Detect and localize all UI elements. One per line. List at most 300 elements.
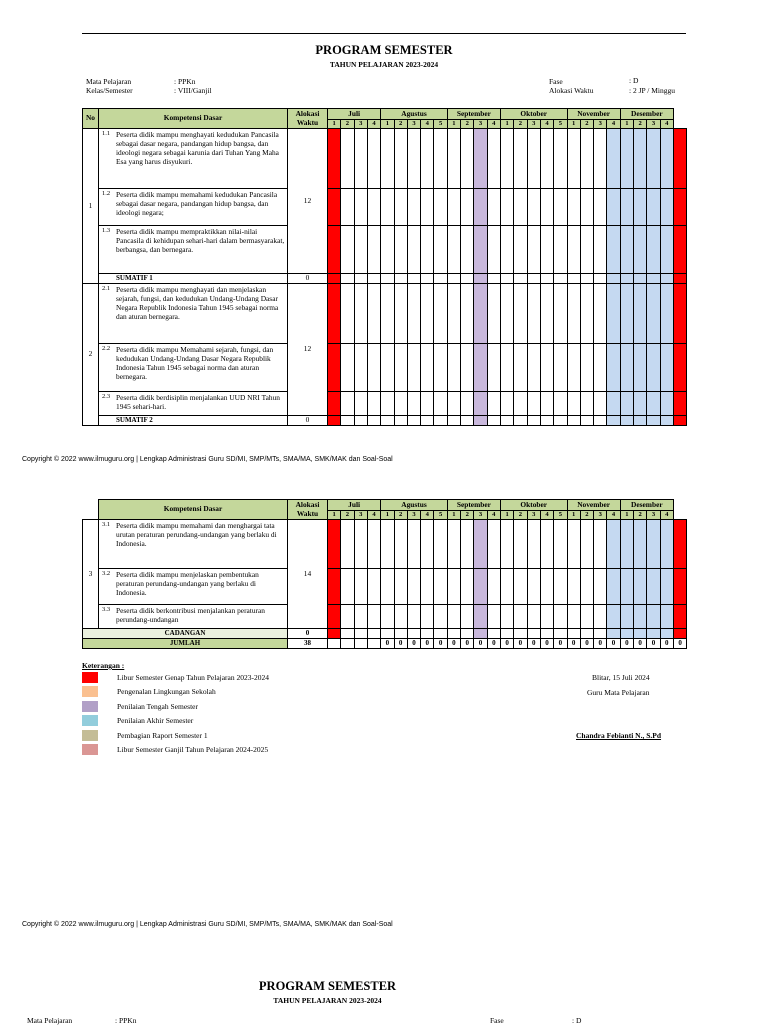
week-cell <box>594 520 607 569</box>
jumlah-week-cell: 0 <box>394 639 407 649</box>
jumlah-row <box>83 639 687 649</box>
week-cell <box>554 629 567 639</box>
week-cell <box>394 284 407 344</box>
header-week: 3 <box>647 511 660 520</box>
week-cell <box>367 569 380 605</box>
week-cell <box>580 344 593 392</box>
week-cell <box>421 344 434 392</box>
week-cell <box>514 226 527 274</box>
week-cell <box>567 274 580 284</box>
week-cell <box>461 344 474 392</box>
kd-item-number: 3.3 <box>102 606 111 613</box>
week-cell <box>660 226 673 274</box>
week-cell <box>554 569 567 605</box>
week-cell <box>540 520 553 569</box>
week-cell <box>647 226 660 274</box>
week-cell <box>514 520 527 569</box>
week-cell <box>527 605 540 629</box>
week-cell <box>421 629 434 639</box>
week-cell <box>660 129 673 189</box>
week-cell <box>580 392 593 416</box>
kd-item-text: Peserta didik mampu menghayati dan menjelaskan sejarah, fungsi, dan kedudukan Undang-Undang Dasar Negara Republik Indonesia Tahun 1945 sebagai norma dan aturan bernegara. <box>116 285 279 321</box>
kd-item <box>99 520 288 569</box>
week-cell <box>647 605 660 629</box>
header-week: 4 <box>421 120 434 129</box>
week-cell <box>620 416 633 426</box>
week-cell <box>434 189 447 226</box>
header-week: 5 <box>434 511 447 520</box>
header-week: 1 <box>447 511 460 520</box>
week-cell <box>540 129 553 189</box>
week-cell <box>367 520 380 569</box>
week-cell <box>328 274 341 284</box>
week-cell <box>554 274 567 284</box>
week-cell <box>660 274 673 284</box>
week-cell <box>580 274 593 284</box>
week-cell <box>607 344 620 392</box>
header-week: 1 <box>500 120 513 129</box>
week-cell <box>394 344 407 392</box>
week-cell <box>421 520 434 569</box>
header-week: 3 <box>527 120 540 129</box>
week-cell <box>421 605 434 629</box>
week-cell <box>500 129 513 189</box>
week-cell <box>620 226 633 274</box>
week-cell <box>407 274 420 284</box>
week-cell <box>540 344 553 392</box>
week-cell <box>367 392 380 416</box>
week-cell <box>634 392 647 416</box>
week-cell <box>474 629 487 639</box>
header-week: 2 <box>394 120 407 129</box>
header-week: 3 <box>594 120 607 129</box>
week-cell <box>527 569 540 605</box>
header-week: 4 <box>607 511 620 520</box>
legend-label: Libur Semester Ganjil Tahun Pelajaran 2024-2025 <box>117 745 269 754</box>
week-cell <box>381 605 394 629</box>
week-cell <box>421 226 434 274</box>
week-cell <box>673 520 686 569</box>
week-cell <box>474 284 487 344</box>
week-cell <box>354 284 367 344</box>
week-cell <box>540 569 553 605</box>
week-cell <box>407 520 420 569</box>
jumlah-week-cell <box>367 639 380 649</box>
week-cell <box>540 629 553 639</box>
week-cell <box>354 392 367 416</box>
week-cell <box>394 189 407 226</box>
week-cell <box>660 605 673 629</box>
week-cell <box>527 274 540 284</box>
header-week: 1 <box>620 120 633 129</box>
week-cell <box>500 605 513 629</box>
week-cell <box>328 344 341 392</box>
week-cell <box>434 520 447 569</box>
week-cell <box>381 629 394 639</box>
week-cell <box>567 189 580 226</box>
week-cell <box>381 226 394 274</box>
week-cell <box>660 284 673 344</box>
kd-row <box>83 344 687 392</box>
week-cell <box>461 520 474 569</box>
kelas-label: Kelas/Semester <box>86 86 133 95</box>
week-cell <box>328 605 341 629</box>
week-cell <box>328 189 341 226</box>
week-cell <box>434 569 447 605</box>
week-cell <box>474 520 487 569</box>
kd-item-number: 1.3 <box>102 227 111 234</box>
header-week: 1 <box>500 511 513 520</box>
week-cell <box>447 392 460 416</box>
header-week: 2 <box>634 120 647 129</box>
legend-swatch <box>82 715 98 726</box>
week-cell <box>514 189 527 226</box>
week-cell <box>620 520 633 569</box>
week-cell <box>461 189 474 226</box>
header-month: Desember <box>620 109 673 120</box>
week-cell <box>660 569 673 605</box>
week-cell <box>567 605 580 629</box>
week-cell <box>394 392 407 416</box>
jumlah-week-cell: 0 <box>594 639 607 649</box>
legend-swatch <box>82 686 98 697</box>
jumlah-value: 38 <box>288 639 328 649</box>
week-cell <box>487 629 500 639</box>
week-cell <box>673 274 686 284</box>
week-cell <box>607 520 620 569</box>
week-cell <box>607 605 620 629</box>
kd-item <box>99 284 288 344</box>
week-cell <box>474 274 487 284</box>
kd-group-alokasi: 14 <box>288 520 328 629</box>
header-week: 3 <box>354 120 367 129</box>
week-cell <box>500 520 513 569</box>
week-cell <box>487 392 500 416</box>
week-cell <box>647 416 660 426</box>
week-cell <box>407 605 420 629</box>
header-week: 3 <box>407 120 420 129</box>
week-cell <box>434 344 447 392</box>
kd-item-text: Peserta didik mampu mempraktikkan nilai-nilai Pancasila di kehidupan sehari-hari dalam bermasyarakat, berbangsa, dan bernegara. <box>116 227 285 254</box>
week-cell <box>394 274 407 284</box>
week-cell <box>474 569 487 605</box>
week-cell <box>354 226 367 274</box>
kd-group-alokasi: 12 <box>288 284 328 416</box>
legend-item <box>82 744 382 756</box>
week-cell <box>580 226 593 274</box>
header-week: 4 <box>421 511 434 520</box>
week-cell <box>634 605 647 629</box>
kd-item <box>99 605 288 629</box>
week-cell <box>461 274 474 284</box>
week-cell <box>447 520 460 569</box>
week-cell <box>381 189 394 226</box>
kelas-value: : VIII/Ganjil <box>174 86 212 95</box>
kd-item <box>99 569 288 605</box>
header-week: 3 <box>407 511 420 520</box>
week-cell <box>367 605 380 629</box>
week-cell <box>594 392 607 416</box>
header-week: 4 <box>487 511 500 520</box>
header-month: Oktober <box>500 500 567 511</box>
week-cell <box>554 344 567 392</box>
week-cell <box>381 129 394 189</box>
week-cell <box>328 520 341 569</box>
week-cell <box>660 520 673 569</box>
week-cell <box>447 416 460 426</box>
week-cell <box>673 569 686 605</box>
week-cell <box>367 129 380 189</box>
header-month: Desember <box>620 500 673 511</box>
program-semester-table-2 <box>82 499 687 649</box>
fase-label: Fase <box>549 77 563 86</box>
legend-label: Penilaian Tengah Semester <box>117 701 198 711</box>
week-cell <box>487 520 500 569</box>
week-cell <box>540 189 553 226</box>
week-cell <box>594 569 607 605</box>
legend-item <box>82 730 382 742</box>
week-cell <box>594 274 607 284</box>
week-cell <box>461 392 474 416</box>
week-cell <box>673 392 686 416</box>
jumlah-week-cell: 0 <box>607 639 620 649</box>
week-cell <box>580 284 593 344</box>
week-cell <box>527 284 540 344</box>
week-cell <box>407 344 420 392</box>
week-cell <box>647 284 660 344</box>
week-cell <box>341 629 354 639</box>
week-cell <box>514 274 527 284</box>
week-cell <box>367 416 380 426</box>
week-cell <box>594 605 607 629</box>
week-cell <box>567 629 580 639</box>
week-cell <box>514 392 527 416</box>
kd-item <box>99 344 288 392</box>
kd-group-no: 2 <box>83 284 99 426</box>
legend-label: Pembagian Raport Semester 1 <box>117 730 208 740</box>
week-cell <box>474 392 487 416</box>
header-week: 1 <box>620 511 633 520</box>
week-cell <box>394 629 407 639</box>
week-cell <box>394 129 407 189</box>
header-week: 5 <box>434 120 447 129</box>
header-week: 2 <box>580 120 593 129</box>
week-cell <box>461 284 474 344</box>
header-month: Juli <box>328 109 381 120</box>
fase-value: : D <box>629 76 639 85</box>
week-cell <box>620 129 633 189</box>
kd-item <box>99 226 288 274</box>
week-cell <box>328 392 341 416</box>
signature-name: Chandra Febianti N., S.Pd <box>576 731 662 740</box>
week-cell <box>341 344 354 392</box>
week-cell <box>461 226 474 274</box>
alokasi-value: : 2 JP / Minggu <box>629 86 675 95</box>
jumlah-week-cell: 0 <box>673 639 686 649</box>
week-cell <box>514 629 527 639</box>
jumlah-week-cell <box>341 639 354 649</box>
legend-swatch <box>82 701 98 712</box>
week-cell <box>434 629 447 639</box>
week-cell <box>474 226 487 274</box>
jumlah-week-cell <box>328 639 341 649</box>
week-cell <box>500 392 513 416</box>
legend-label: Penilaian Akhir Semester <box>117 716 194 726</box>
week-cell <box>500 629 513 639</box>
week-cell <box>447 344 460 392</box>
week-cell <box>407 189 420 226</box>
header-week: 4 <box>540 120 553 129</box>
kd-item <box>99 189 288 226</box>
week-cell <box>540 416 553 426</box>
week-cell <box>634 274 647 284</box>
week-cell <box>514 284 527 344</box>
header-month: September <box>447 109 500 120</box>
week-cell <box>527 344 540 392</box>
week-cell <box>660 416 673 426</box>
week-cell <box>381 569 394 605</box>
week-cell <box>647 629 660 639</box>
week-cell <box>540 605 553 629</box>
legend-item <box>82 715 382 727</box>
header-week: 1 <box>328 511 341 520</box>
sumatif-value: 0 <box>288 416 328 426</box>
week-cell <box>354 629 367 639</box>
week-cell <box>474 344 487 392</box>
week-cell <box>447 629 460 639</box>
week-cell <box>407 569 420 605</box>
header-week: 3 <box>354 511 367 520</box>
kd-item-number: 1.2 <box>102 190 111 197</box>
week-cell <box>514 344 527 392</box>
week-cell <box>567 392 580 416</box>
jumlah-week-cell: 0 <box>434 639 447 649</box>
week-cell <box>620 392 633 416</box>
sumatif-label: SUMATIF 1 <box>99 274 288 284</box>
jumlah-week-cell: 0 <box>421 639 434 649</box>
week-cell <box>634 129 647 189</box>
mapel-label-2: Mata Pelajaran <box>27 1016 73 1025</box>
header-week: 2 <box>580 511 593 520</box>
header-kompetensi-dasar: Kompetensi Dasar <box>99 109 288 129</box>
kd-item-number: 1.1 <box>102 130 111 137</box>
week-cell <box>554 226 567 274</box>
week-cell <box>620 284 633 344</box>
jumlah-week-cell: 0 <box>500 639 513 649</box>
week-cell <box>421 189 434 226</box>
header-week: 5 <box>554 511 567 520</box>
jumlah-week-cell: 0 <box>554 639 567 649</box>
week-cell <box>594 629 607 639</box>
jumlah-week-cell: 0 <box>514 639 527 649</box>
week-cell <box>381 344 394 392</box>
week-cell <box>673 129 686 189</box>
week-cell <box>328 629 341 639</box>
kd-row <box>83 189 687 226</box>
week-cell <box>421 129 434 189</box>
kd-item-text: Peserta didik berdisiplin menjalankan UUD NRI Tahun 1945 sehari-hari. <box>116 393 280 411</box>
week-cell <box>607 189 620 226</box>
week-cell <box>620 189 633 226</box>
week-cell <box>647 344 660 392</box>
week-cell <box>328 284 341 344</box>
week-cell <box>354 569 367 605</box>
week-cell <box>594 416 607 426</box>
week-cell <box>407 129 420 189</box>
header-month: Oktober <box>500 109 567 120</box>
week-cell <box>434 416 447 426</box>
header-week: 2 <box>341 511 354 520</box>
header-month: Juli <box>328 500 381 511</box>
week-cell <box>447 226 460 274</box>
week-cell <box>434 392 447 416</box>
kd-item <box>99 392 288 416</box>
week-cell <box>580 569 593 605</box>
week-cell <box>527 226 540 274</box>
week-cell <box>474 129 487 189</box>
week-cell <box>394 226 407 274</box>
week-cell <box>407 226 420 274</box>
week-cell <box>421 416 434 426</box>
kd-group-no: 3 <box>83 520 99 629</box>
week-cell <box>447 605 460 629</box>
header-week: 1 <box>381 511 394 520</box>
program-semester-table-1 <box>82 108 687 426</box>
week-cell <box>634 284 647 344</box>
week-cell <box>580 629 593 639</box>
header-week: 4 <box>660 120 673 129</box>
jumlah-week-cell: 0 <box>447 639 460 649</box>
jumlah-week-cell: 0 <box>540 639 553 649</box>
week-cell <box>673 284 686 344</box>
week-cell <box>567 569 580 605</box>
week-cell <box>594 129 607 189</box>
week-cell <box>354 344 367 392</box>
week-cell <box>514 129 527 189</box>
week-cell <box>607 284 620 344</box>
week-cell <box>580 605 593 629</box>
week-cell <box>567 344 580 392</box>
header-week: 3 <box>474 511 487 520</box>
week-cell <box>620 569 633 605</box>
week-cell <box>354 520 367 569</box>
legend-label: Libur Semester Genap Tahun Pelajaran 2023-2024 <box>117 673 270 682</box>
week-cell <box>487 416 500 426</box>
header-week: 4 <box>607 120 620 129</box>
kd-group-alokasi: 12 <box>288 129 328 274</box>
header-week: 3 <box>527 511 540 520</box>
week-cell <box>341 416 354 426</box>
header-kompetensi-dasar: Kompetensi Dasar <box>99 500 288 520</box>
week-cell <box>487 569 500 605</box>
header-month: September <box>447 500 500 511</box>
week-cell <box>620 274 633 284</box>
header-week: 2 <box>514 120 527 129</box>
week-cell <box>567 226 580 274</box>
header-week: 3 <box>474 120 487 129</box>
week-cell <box>354 189 367 226</box>
week-cell <box>647 392 660 416</box>
kd-row <box>83 129 687 189</box>
sumatif-row <box>83 274 687 284</box>
jumlah-week-cell: 0 <box>461 639 474 649</box>
week-cell <box>594 189 607 226</box>
week-cell <box>367 629 380 639</box>
week-cell <box>607 416 620 426</box>
week-cell <box>394 605 407 629</box>
sumatif-label: SUMATIF 2 <box>99 416 288 426</box>
jumlah-week-cell <box>354 639 367 649</box>
